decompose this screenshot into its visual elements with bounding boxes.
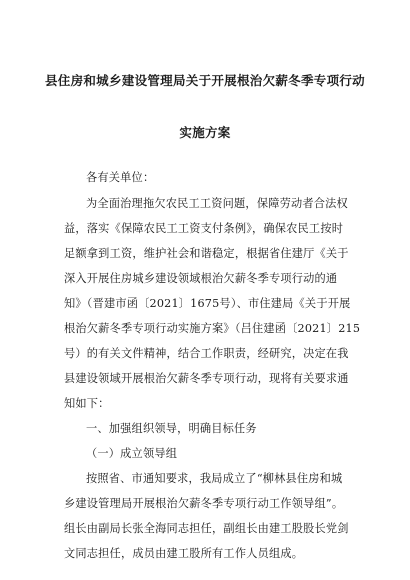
body-line: 文同志担任，成员由建工股所有工作人员组成。	[64, 547, 304, 560]
body-line: 根治欠薪冬季专项行动实施方案》（吕住建函〔2021〕215	[64, 322, 361, 335]
body-line: 乡建设管理局开展根治欠薪冬季专项行动工作领导组”。	[64, 497, 344, 510]
body-line: 为全面治理拖欠农民工工资问题，保障劳动者合法权	[86, 197, 348, 210]
body-line: 深入开展住房城乡建设领域根治欠薪冬季专项行动的通	[64, 272, 338, 285]
document-title-line-2: 实施方案	[179, 125, 231, 140]
body-line: 按照省、市通知要求，我局成立了“柳林县住房和城	[86, 472, 343, 485]
body-line: 益，落实《保障农民工工资支付条例》，确保农民工按时	[64, 222, 344, 235]
subsection-heading: （一）成立领导组	[86, 447, 178, 460]
body-line: 知》（晋建市函〔2021〕1675号）、市住建局《关于开展	[64, 297, 351, 310]
section-heading: 一、加强组织领导，明确目标任务	[86, 422, 257, 435]
body-line: 足额拿到工资，维护社会和谐稳定，根据省住建厅《关于	[64, 247, 349, 260]
document-title-line-1: 县住房和城乡建设管理局关于开展根治欠薪冬季专项行动	[44, 73, 365, 88]
body-line: 号）的有关文件精神，结合工作职责，经研究，决定在我	[64, 347, 349, 360]
body-line: 组长由副局长张全海同志担任，副组长由建工股股长党剑	[64, 522, 349, 535]
body-line: 县建设领域开展根治欠薪冬季专项行动，现将有关要求通	[64, 372, 349, 385]
body-line: 知如下：	[64, 397, 110, 410]
salutation: 各有关单位：	[86, 171, 155, 184]
